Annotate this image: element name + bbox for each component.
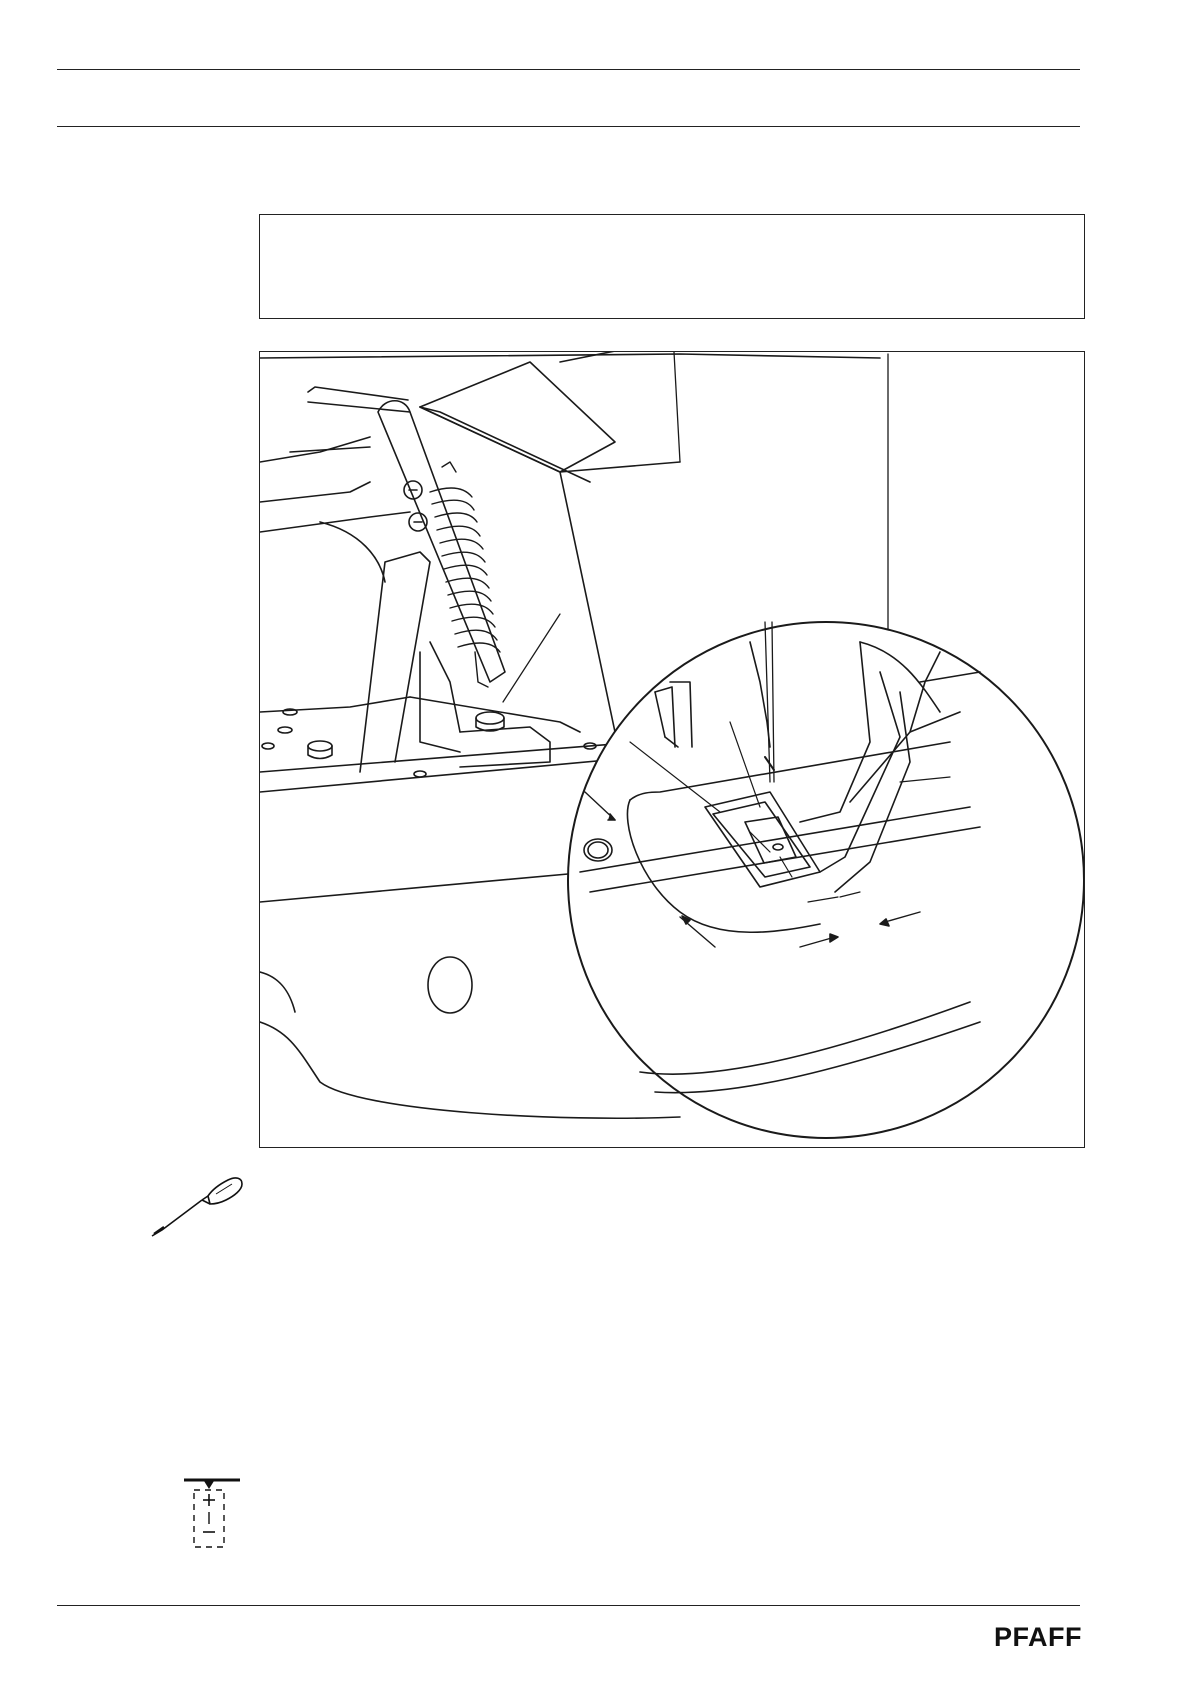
screwdriver-icon bbox=[150, 1172, 246, 1240]
technical-illustration bbox=[259, 351, 1085, 1148]
note-box bbox=[259, 214, 1085, 319]
header-rule-top bbox=[57, 69, 1080, 70]
footer-rule bbox=[57, 1605, 1080, 1606]
header-rule-bottom bbox=[57, 126, 1080, 127]
adjustment-gauge-icon bbox=[180, 1472, 244, 1552]
brand-logo: PFAFF bbox=[994, 1622, 1082, 1652]
